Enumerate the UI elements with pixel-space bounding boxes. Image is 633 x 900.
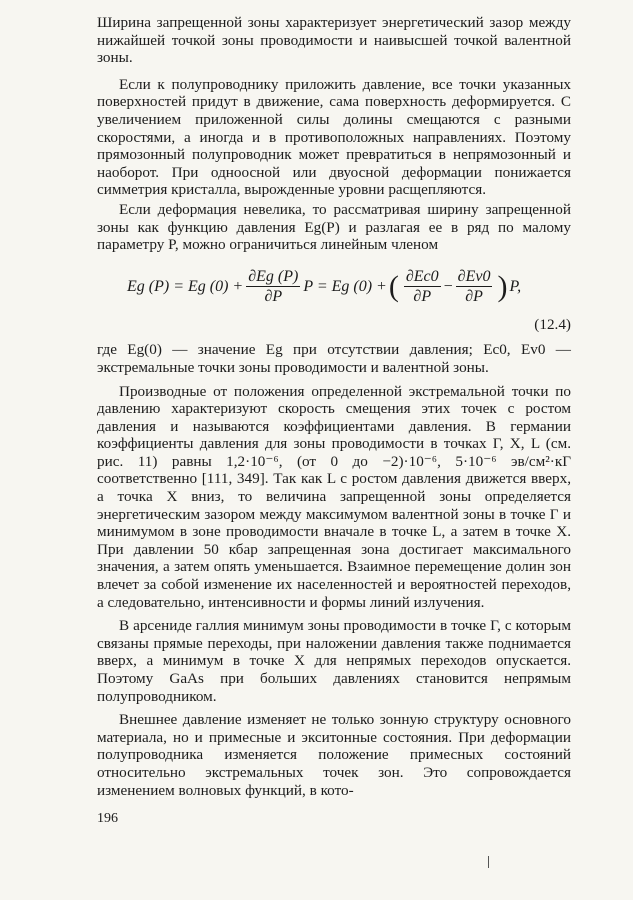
formula-fraction-1 (246, 267, 300, 306)
paragraph-5: Производные от положения определенной экстремальной точки по давлению характеризуют скорость смещения этих точек с ростом давления и называются коэффициентами давления. В германии коэффициенты давления для зоны проводимости в точках Γ, X, L (см. рис. 11) равны 1,2·10⁻⁶, (от 0 до −2)·10⁻⁶, 5·10⁻⁶ эв/см²·кГ соответственно [111, 349]. Так как L с ростом давления движется вверх, а точка X вниз, то величина запрещенной зоны определяется энергетическим зазором между максимумом валентной зоны в точке Γ и минимумом в зоне проводимости вначале в точке L, а затем в точке X. При давлении 50 кбар запрещенная зона достигает максимального значения, а затем опять уменьшается. Взаимное перемещение долин зон влечет за собой изменение их населенностей и вероятностей переходов, а следовательно, интенсивности и формы линий излучения. (97, 382, 571, 611)
formula-mid: P = Eg (0) + (303, 277, 387, 295)
fraction-1-numerator: ∂Eg (P) (248, 268, 299, 286)
page-body (97, 14, 571, 799)
fraction-3-numerator: ∂Ev0 (457, 268, 491, 286)
formula-minus: − (443, 277, 453, 295)
formula-tail: P, (509, 277, 522, 295)
paragraph-7: Внешнее давление изменяет не только зонную структуру основного материала, но и примесные и экситонные состояния. При деформации полупроводника изменяется положение примесных состояний относительно экстремальных точек зон. Это сопровождается изменением волновых функций, в кото- (97, 711, 571, 799)
fraction-3-denominator: ∂P (465, 288, 483, 306)
paragraph-6: В арсениде галлия минимум зоны проводимости в точке Γ, с которым связаны прямые переходы, при наложении давления также поднимается вверх, а минимум в точке X для непрямых переходов опускается. Поэтому GaAs при больших давлениях становится непрямым полупроводником. (97, 617, 571, 705)
left-paren: ( (388, 269, 399, 303)
paragraph-3: Если деформация невелика, то рассматривая ширину запрещенной зоны как функцию давления Eg(P) и разлагая ее в ряд по малому параметру P, можно ограничиться линейным членом (97, 200, 571, 254)
fraction-2-denominator: ∂P (413, 288, 432, 306)
fraction-1-denominator: ∂P (264, 288, 283, 306)
right-paren: ) (497, 269, 508, 303)
fraction-2-numerator: ∂Ec0 (405, 268, 439, 286)
formula-fraction-3 (456, 267, 493, 306)
page-number: 196 (97, 811, 118, 826)
paragraph-2: Если к полупроводнику приложить давление, все точки указанных поверхностей придут в движение, сама поверхность деформируется. С увеличением приложенной силы долины смещаются с разными скоростями, а иногда и в противоположных направлениях. Поэтому прямозонный полупроводник может превратиться в непрямозонный и наоборот. При одноосной или двуосной деформации понижается симметрия кристалла, вырожденные уровни расщепляются. (97, 75, 571, 199)
margin-tick (488, 856, 489, 868)
paragraph-4: где Eg(0) — значение Eg при отсутствии давления; Ec0, Ev0 — экстремальные точки зоны проводимости и валентной зоны. (97, 341, 571, 376)
paragraph-1: Ширина запрещенной зоны характеризует энергетический зазор между нижайшей точкой зоны проводимости и наивысшей точкой валентной зоны. (97, 14, 571, 67)
formula-12-4 (97, 264, 571, 310)
formula-fraction-2 (404, 267, 441, 306)
equation-number: (12.4) (534, 315, 571, 333)
formula-lhs: Eg (P) = Eg (0) + (127, 277, 244, 295)
